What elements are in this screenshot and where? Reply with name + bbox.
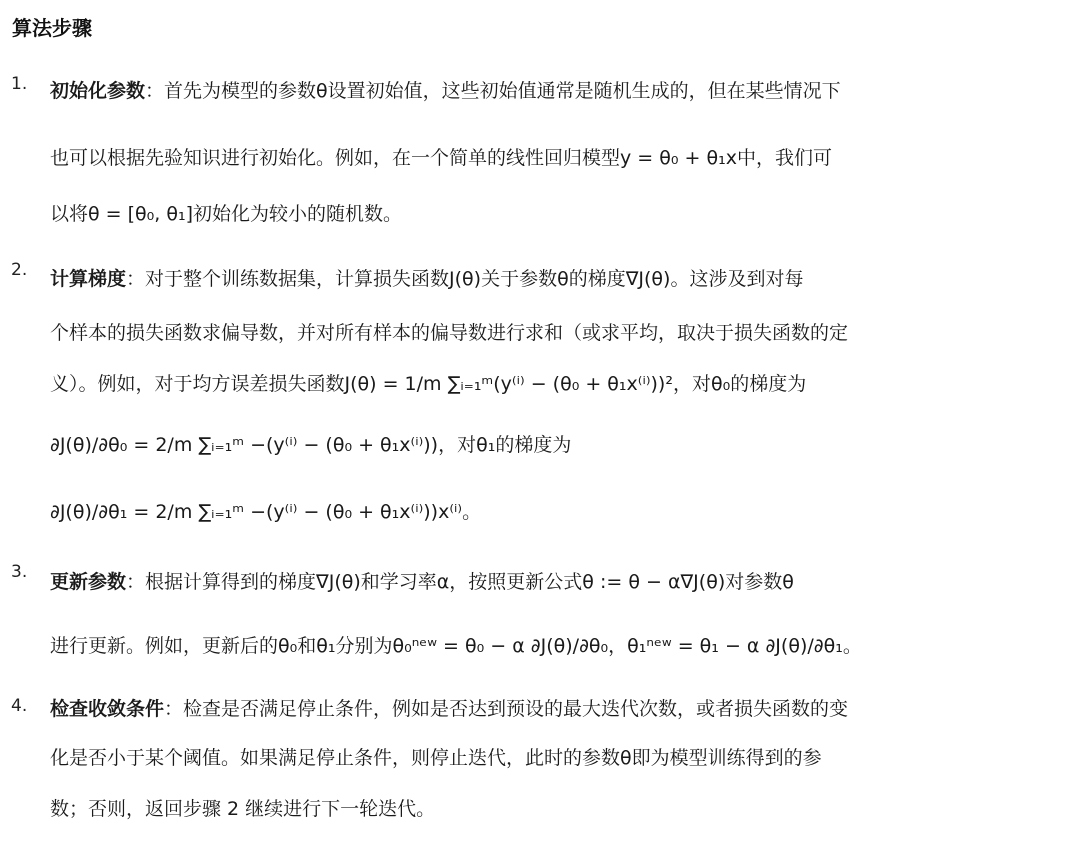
step-2-line-2: 个样本的损失函数求偏导数，并对所有样本的偏导数进行求和（或求平均，取决于损失函数的定 xyxy=(50,322,849,344)
step-4-title: 检查收敛条件 xyxy=(50,698,165,720)
step-4-line-1 xyxy=(50,694,848,724)
step-4-text-1: ：检查是否满足停止条件，例如是否达到预设的最大迭代次数，或者损失函数的变 xyxy=(164,698,849,720)
step-3-number: 3. xyxy=(11,562,28,582)
step-3-line-1 xyxy=(50,567,794,597)
step-2-number: 2. xyxy=(11,260,28,280)
step-2-line-3: 义）。例如，对于均方误差损失函数J(θ) = 1/m ∑ᵢ₌₁ᵐ(y⁽ⁱ⁾ − (θ₀ + θ₁x⁽ⁱ⁾))²，对θ₀的梯度为 xyxy=(50,373,807,395)
step-1-text-1: ：首先为模型的参数θ设置初始值，这些初始值通常是随机生成的，但在某些情况下 xyxy=(145,80,841,102)
section-heading: 算法步骤 xyxy=(12,16,92,40)
step-3-text-1: ：根据计算得到的梯度∇J(θ)和学习率α，按照更新公式θ := θ − α∇J(θ)对参数θ xyxy=(126,571,794,593)
step-3-line-2: 进行更新。例如，更新后的θ₀和θ₁分别为θ₀ⁿᵉʷ = θ₀ − α ∂J(θ)/∂θ₀，θ₁ⁿᵉʷ = θ₁ − α ∂J(θ)/∂θ₁。 xyxy=(50,635,862,657)
step-4-line-3: 数；否则，返回步骤 2 继续进行下一轮迭代。 xyxy=(50,798,436,820)
step-4-line-2: 化是否小于某个阈值。如果满足停止条件，则停止迭代，此时的参数θ即为模型训练得到的参 xyxy=(50,747,822,769)
step-4-number: 4. xyxy=(11,696,28,716)
step-2-text-1: ：对于整个训练数据集，计算损失函数J(θ)关于参数θ的梯度∇J(θ)。这涉及到对每 xyxy=(126,268,804,290)
step-3-title: 更新参数 xyxy=(50,571,127,593)
step-2-line-5: ∂J(θ)/∂θ₁ = 2/m ∑ᵢ₌₁ᵐ −(y⁽ⁱ⁾ − (θ₀ + θ₁x⁽ⁱ⁾))x⁽ⁱ⁾。 xyxy=(50,501,482,523)
step-2-title: 计算梯度 xyxy=(50,268,127,290)
step-1-line-1 xyxy=(50,76,841,106)
step-1-number: 1. xyxy=(11,74,28,94)
step-1-line-2: 也可以根据先验知识进行初始化。例如，在一个简单的线性回归模型y = θ₀ + θ₁x中，我们可 xyxy=(50,147,832,169)
step-1-line-3: 以将θ = [θ₀, θ₁]初始化为较小的随机数。 xyxy=(50,203,403,225)
step-2-line-1 xyxy=(50,264,803,294)
step-1-title: 初始化参数 xyxy=(50,80,146,102)
step-2-line-4: ∂J(θ)/∂θ₀ = 2/m ∑ᵢ₌₁ᵐ −(y⁽ⁱ⁾ − (θ₀ + θ₁x⁽ⁱ⁾))，对θ₁的梯度为 xyxy=(50,434,572,456)
